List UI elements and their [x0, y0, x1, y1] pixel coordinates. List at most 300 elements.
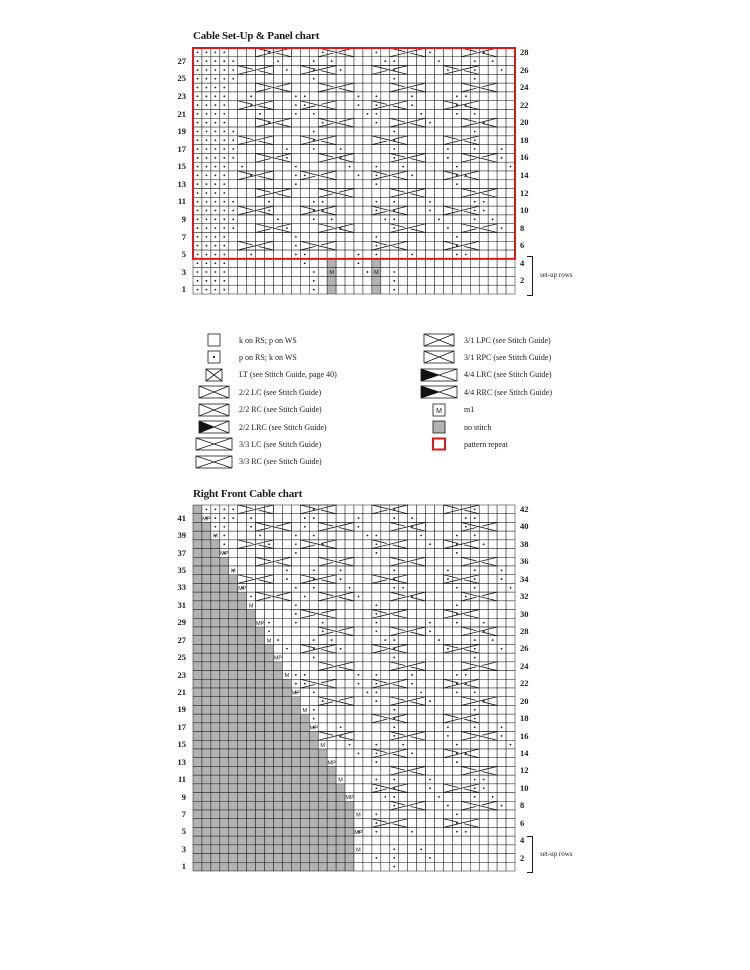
stitch-cell — [345, 268, 354, 277]
stitch-cell — [506, 531, 515, 540]
purl-dot — [375, 691, 377, 693]
stitch-cell — [470, 827, 479, 836]
no-stitch-cell — [220, 732, 229, 741]
stitch-cell — [399, 259, 408, 268]
no-stitch-cell — [265, 697, 274, 706]
stitch-cell — [309, 92, 318, 101]
purl-dot — [474, 796, 476, 798]
no-stitch-cell — [220, 653, 229, 662]
purl-dot — [286, 648, 288, 650]
stitch-cell — [452, 276, 461, 285]
stitch-cell — [443, 671, 452, 680]
stitch-cell — [470, 601, 479, 610]
panel-row-label-even: 8 — [520, 222, 525, 233]
no-stitch-cell — [336, 801, 345, 810]
purl-dot — [393, 218, 395, 220]
purl-dot — [223, 254, 225, 256]
no-stitch-cell — [238, 801, 247, 810]
no-stitch-cell — [274, 758, 283, 767]
stitch-cell — [461, 793, 470, 802]
stitch-cell — [247, 549, 256, 558]
stitch-cell — [399, 276, 408, 285]
stitch-cell — [488, 233, 497, 242]
stitch-cell — [461, 531, 470, 540]
stitch-cell — [408, 136, 417, 145]
no-stitch-cell — [202, 688, 211, 697]
purl-dot — [197, 139, 199, 141]
stitch-cell — [229, 118, 238, 127]
front-row-label-odd: 3 — [181, 843, 186, 854]
stitch-cell — [300, 566, 309, 575]
stitch-cell — [282, 171, 291, 180]
purl-dot — [393, 131, 395, 133]
no-stitch-cell — [282, 854, 291, 863]
stitch-cell — [300, 127, 309, 136]
stitch-cell — [274, 644, 283, 653]
no-stitch-cell — [291, 723, 300, 732]
purl-dot — [375, 245, 377, 247]
stitch-cell — [426, 215, 435, 224]
stitch-cell — [390, 827, 399, 836]
purl-dot — [223, 192, 225, 194]
stitch-cell — [435, 514, 444, 523]
purl-dot — [483, 543, 485, 545]
stitch-cell — [461, 810, 470, 819]
purl-dot — [295, 683, 297, 685]
stitch-cell — [399, 180, 408, 189]
no-stitch-cell — [193, 549, 202, 558]
stitch-cell — [461, 259, 470, 268]
stitch-cell — [238, 153, 247, 162]
panel-row-label-even: 22 — [520, 99, 529, 110]
no-stitch-cell — [238, 610, 247, 619]
purl-dot — [304, 526, 306, 528]
stitch-cell — [417, 618, 426, 627]
purl-dot — [411, 174, 413, 176]
stitch-cell — [497, 514, 506, 523]
stitch-cell — [282, 136, 291, 145]
no-stitch-cell — [247, 688, 256, 697]
purl-dot — [501, 157, 503, 159]
no-stitch-cell — [193, 662, 202, 671]
no-stitch-cell — [247, 775, 256, 784]
stitch-cell — [390, 233, 399, 242]
stitch-cell — [399, 127, 408, 136]
purl-dot — [447, 148, 449, 150]
stitch-cell — [417, 723, 426, 732]
no-stitch-cell — [291, 740, 300, 749]
purl-dot — [206, 508, 208, 510]
stitch-cell — [479, 740, 488, 749]
stitch-cell — [479, 180, 488, 189]
stitch-cell — [327, 688, 336, 697]
stitch-cell — [256, 566, 265, 575]
stitch-cell — [291, 276, 300, 285]
stitch-cell — [443, 549, 452, 558]
purl-dot — [465, 254, 467, 256]
no-stitch-cell — [238, 653, 247, 662]
no-stitch-cell — [238, 592, 247, 601]
no-stitch-cell — [211, 688, 220, 697]
stitch-cell — [497, 101, 506, 110]
stitch-cell — [291, 259, 300, 268]
no-stitch-cell — [193, 601, 202, 610]
purl-dot — [197, 166, 199, 168]
stitch-cell — [506, 758, 515, 767]
no-stitch-cell — [300, 810, 309, 819]
stitch-cell — [354, 48, 363, 57]
purl-dot — [259, 113, 261, 115]
stitch-cell — [435, 592, 444, 601]
stitch-cell — [381, 549, 390, 558]
purl-dot — [313, 517, 315, 519]
stitch-cell — [426, 575, 435, 584]
purl-dot — [223, 508, 225, 510]
no-stitch-cell — [282, 766, 291, 775]
no-stitch-cell — [229, 854, 238, 863]
purl-dot — [214, 289, 216, 291]
no-stitch-cell — [336, 827, 345, 836]
purl-dot — [393, 779, 395, 781]
stitch-cell — [372, 583, 381, 592]
stitch-cell — [497, 705, 506, 714]
stitch-cell — [506, 705, 515, 714]
stitch-cell — [363, 189, 372, 198]
stitch-cell — [327, 197, 336, 206]
m1-symbol — [420, 403, 458, 417]
no-stitch-cell — [211, 636, 220, 645]
stitch-cell — [238, 118, 247, 127]
stitch-cell — [497, 766, 506, 775]
purl-dot — [420, 848, 422, 850]
stitch-cell — [363, 766, 372, 775]
stitch-cell — [417, 653, 426, 662]
stitch-cell — [452, 514, 461, 523]
stitch-cell — [443, 197, 452, 206]
purl-dot — [510, 744, 512, 746]
stitch-cell — [408, 653, 417, 662]
stitch-cell — [363, 540, 372, 549]
stitch-cell — [291, 145, 300, 154]
purl-dot — [474, 218, 476, 220]
stitch-cell — [452, 189, 461, 198]
stitch-cell — [274, 145, 283, 154]
stitch-cell — [354, 127, 363, 136]
stitch-cell — [497, 92, 506, 101]
legend-label: 2/2 RC (see Stitch Guide) — [239, 405, 322, 415]
stitch-cell — [345, 714, 354, 723]
stitch-cell — [256, 549, 265, 558]
no-stitch-cell — [247, 749, 256, 758]
stitch-cell — [363, 66, 372, 75]
stitch-cell — [452, 83, 461, 92]
stitch-cell — [363, 627, 372, 636]
stitch-cell — [488, 740, 497, 749]
purl-dot — [250, 517, 252, 519]
purl-dot — [295, 245, 297, 247]
purl-dot — [304, 596, 306, 598]
stitch-cell — [354, 57, 363, 66]
no-stitch-cell — [282, 732, 291, 741]
stitch-cell — [354, 153, 363, 162]
panel-row-label-odd: 25 — [177, 73, 186, 84]
stitch-cell — [426, 662, 435, 671]
stitch-cell — [229, 92, 238, 101]
no-stitch-cell — [229, 740, 238, 749]
stitch-cell — [506, 784, 515, 793]
no-stitch-cell — [238, 714, 247, 723]
stitch-cell — [282, 92, 291, 101]
stitch-cell — [336, 197, 345, 206]
purl-dot — [214, 508, 216, 510]
purl-dot — [393, 60, 395, 62]
no-stitch-cell — [256, 819, 265, 828]
stitch-cell — [506, 241, 515, 250]
front-row-label-odd: 13 — [177, 756, 186, 767]
stitch-cell — [238, 557, 247, 566]
m1-mark: MP — [220, 551, 229, 558]
stitch-cell — [363, 180, 372, 189]
stitch-cell — [399, 74, 408, 83]
stitch-cell — [506, 136, 515, 145]
stitch-cell — [452, 197, 461, 206]
no-stitch-cell — [193, 531, 202, 540]
stitch-cell — [300, 74, 309, 83]
stitch-cell — [417, 740, 426, 749]
stitch-cell — [461, 758, 470, 767]
stitch-cell — [327, 653, 336, 662]
purl-dot — [375, 604, 377, 606]
purl-dot — [393, 857, 395, 859]
stitch-cell — [506, 145, 515, 154]
purl-dot — [411, 752, 413, 754]
stitch-cell — [336, 250, 345, 259]
legend-label: 3/3 RC (see Stitch Guide) — [239, 457, 322, 467]
stitch-cell — [470, 259, 479, 268]
no-stitch-cell — [256, 827, 265, 836]
no-stitch-cell — [256, 845, 265, 854]
stitch-cell — [381, 723, 390, 732]
no-stitch-cell — [247, 793, 256, 802]
no-stitch-cell — [336, 836, 345, 845]
stitch-cell — [229, 531, 238, 540]
stitch-cell — [300, 215, 309, 224]
stitch-cell — [282, 233, 291, 242]
stitch-cell — [274, 250, 283, 259]
purl-dot — [456, 604, 458, 606]
panel-row-label-odd: 15 — [177, 161, 186, 172]
stitch-cell — [282, 162, 291, 171]
no-stitch-cell — [300, 819, 309, 828]
stitch-cell — [363, 801, 372, 810]
stitch-cell — [399, 601, 408, 610]
no-stitch-cell — [291, 801, 300, 810]
no-stitch-cell — [202, 836, 211, 845]
no-stitch-cell — [220, 697, 229, 706]
stitch-cell — [417, 705, 426, 714]
stitch-cell — [443, 653, 452, 662]
no-stitch-cell — [318, 836, 327, 845]
stitch-cell — [399, 827, 408, 836]
purl-dot — [197, 148, 199, 150]
purl-dot — [411, 517, 413, 519]
stitch-cell — [363, 514, 372, 523]
stitch-cell — [506, 723, 515, 732]
stitch-cell — [291, 566, 300, 575]
no-stitch-cell — [345, 819, 354, 828]
stitch-cell — [291, 575, 300, 584]
no-stitch-cell — [336, 845, 345, 854]
stitch-cell — [426, 679, 435, 688]
stitch-cell — [506, 862, 515, 871]
stitch-cell — [238, 83, 247, 92]
stitch-cell — [336, 531, 345, 540]
no-stitch-cell — [229, 671, 238, 680]
purl-dot — [474, 69, 476, 71]
stitch-cell — [435, 836, 444, 845]
stitch-cell — [390, 180, 399, 189]
purl-dot — [340, 148, 342, 150]
no-stitch-cell — [345, 862, 354, 871]
purl-dot — [223, 183, 225, 185]
stitch-cell — [435, 627, 444, 636]
stitch-cell — [435, 723, 444, 732]
stitch-cell — [291, 118, 300, 127]
stitch-cell — [381, 566, 390, 575]
stitch-cell — [497, 505, 506, 514]
stitch-cell — [238, 566, 247, 575]
stitch-cell — [488, 827, 497, 836]
stitch-cell — [497, 83, 506, 92]
no-stitch-cell — [202, 723, 211, 732]
stitch-cell — [354, 531, 363, 540]
stitch-cell — [336, 92, 345, 101]
no-stitch-cell — [309, 862, 318, 871]
stitch-cell — [274, 127, 283, 136]
stitch-cell — [488, 705, 497, 714]
stitch-cell — [309, 250, 318, 259]
stitch-cell — [488, 575, 497, 584]
stitch-cell — [399, 854, 408, 863]
stitch-cell — [318, 549, 327, 558]
stitch-cell — [363, 679, 372, 688]
stitch-cell — [408, 531, 417, 540]
stitch-cell — [417, 92, 426, 101]
no-stitch-cell — [265, 775, 274, 784]
stitch-cell — [318, 653, 327, 662]
stitch-cell — [363, 775, 372, 784]
purl-dot — [322, 630, 324, 632]
purl-dot — [223, 271, 225, 273]
purl-dot — [223, 139, 225, 141]
purl-dot — [447, 726, 449, 728]
stitch-cell — [506, 819, 515, 828]
stitch-cell — [247, 268, 256, 277]
no-stitch-cell — [220, 662, 229, 671]
stitch-cell — [309, 522, 318, 531]
stitch-cell — [363, 819, 372, 828]
purl-dot — [349, 166, 351, 168]
stitch-cell — [309, 557, 318, 566]
purl-dot — [474, 639, 476, 641]
no-stitch-cell — [202, 557, 211, 566]
stitch-cell — [247, 57, 256, 66]
stitch-cell — [318, 601, 327, 610]
purl-dot — [375, 622, 377, 624]
stitch-cell — [354, 118, 363, 127]
stitch-cell — [426, 531, 435, 540]
front-chart-title: Right Front Cable chart — [193, 488, 303, 500]
m1-mark: M — [248, 603, 254, 610]
stitch-cell — [274, 206, 283, 215]
purl-dot — [250, 95, 252, 97]
purl-dot — [232, 517, 234, 519]
purl-dot — [474, 691, 476, 693]
stitch-cell — [426, 845, 435, 854]
purl-dot — [214, 122, 216, 124]
stitch-cell — [443, 118, 452, 127]
lt-symbol — [195, 368, 233, 382]
stitch-cell — [354, 662, 363, 671]
stitch-cell — [479, 671, 488, 680]
stitch-cell — [300, 653, 309, 662]
stitch-cell — [282, 268, 291, 277]
stitch-cell — [443, 259, 452, 268]
no-stitch-cell — [247, 723, 256, 732]
stitch-cell — [435, 224, 444, 233]
no-stitch-cell — [265, 854, 274, 863]
stitch-cell — [300, 57, 309, 66]
stitch-cell — [256, 276, 265, 285]
purl-dot — [313, 218, 315, 220]
purl-dot — [223, 526, 225, 528]
no-stitch-cell — [202, 610, 211, 619]
legend-label: no stitch — [464, 422, 492, 432]
rc33-symbol — [195, 455, 233, 469]
purl-dot — [474, 113, 476, 115]
no-stitch-cell — [193, 801, 202, 810]
stitch-cell — [345, 145, 354, 154]
purl-dot — [438, 639, 440, 641]
no-stitch-cell — [238, 810, 247, 819]
no-stitch-cell — [211, 836, 220, 845]
stitch-cell — [381, 145, 390, 154]
panel-chart-title: Cable Set-Up & Panel chart — [193, 30, 320, 42]
stitch-cell — [497, 241, 506, 250]
stitch-cell — [318, 127, 327, 136]
stitch-cell — [408, 810, 417, 819]
stitch-cell — [417, 514, 426, 523]
stitch-cell — [443, 601, 452, 610]
no-stitch-cell — [265, 662, 274, 671]
purl-dot — [313, 131, 315, 133]
stitch-cell — [291, 627, 300, 636]
stitch-cell — [372, 836, 381, 845]
no-stitch-cell — [220, 766, 229, 775]
stitch-cell — [291, 644, 300, 653]
no-stitch-cell — [274, 723, 283, 732]
purl-dot — [197, 254, 199, 256]
purl-dot — [375, 183, 377, 185]
stitch-cell — [363, 241, 372, 250]
purl-dot — [313, 657, 315, 659]
stitch-cell — [265, 268, 274, 277]
legend-symbol — [420, 437, 458, 451]
stitch-cell — [381, 514, 390, 523]
no-stitch-cell — [220, 714, 229, 723]
stitch-cell — [426, 732, 435, 741]
purl-dot — [393, 201, 395, 203]
